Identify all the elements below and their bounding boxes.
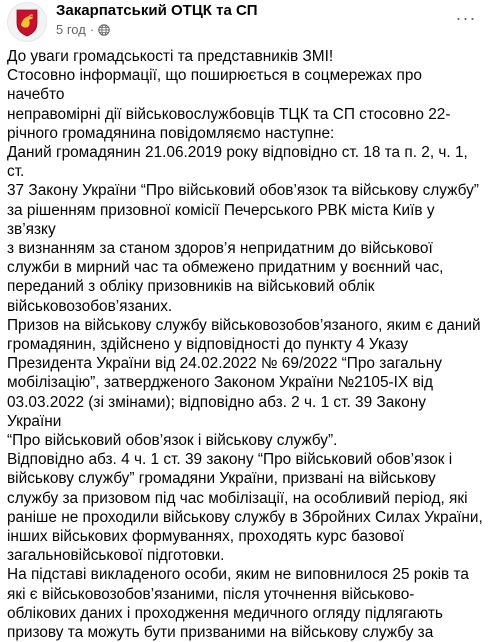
post-meta [56, 22, 110, 37]
post-paragraph: Призов на військову службу військовозобов’язаного, яким є даний громадянин, здійснено у відповідності до пункту 4 Указу Президента України від 24.02.2022 № 69/2022 “Про загальну мобілізацію”, затвердженого Законом України №2105-IX від 03.03.2022 (зі змінами); відповідно абз. 2 ч. 1 ст. 39 Закону України “Про військовий обов’язок і військову службу”. [7, 316, 481, 450]
post-paragraph: Даний громадянин 21.06.2019 року відповідно ст. 18 та п. 2, ч. 1, ст. 37 Закону України “Про військовий обов’язок та військову службу” за рішенням призовної комісії Печерського РВК міста Київ у зв’язку з визнанням за станом здоров’я непридатним до військової служби в мирний час та обмежено придатним у воєнний час, переданий з обліку призовників на військовий облік військовозобов’язаних. [7, 144, 479, 315]
more-options-icon: ··· [455, 7, 477, 28]
post-text [7, 47, 483, 642]
page-avatar[interactable] [7, 2, 47, 42]
more-options-button[interactable] [450, 4, 482, 32]
globe-icon[interactable] [98, 24, 110, 36]
post-timestamp[interactable]: 5 год [56, 22, 86, 37]
post-paragraph: До уваги громадськості та представників ЗМІ! Стосовно інформації, що поширюється в соцмережах про начебто неправомірні дії військовослужбовців ТЦК та СП стосовно 22- річного громадянина повідомляємо наступне: [7, 48, 451, 142]
post-paragraph: На підставі викладеного особи, яким не виповнилося 25 років та які є військовозобов’язаними, після уточнення військово- облікових даних і проходження медичного огляду підлягають призову та можуть бути призваними на військову службу за [7, 566, 469, 642]
post-paragraph: Відповідно абз. 4 ч. 1 ст. 39 закону “Про військовий обов’язок і військову службу” громадяни України, призвані на військову службу за призовом під час мобілізації, на особливий період, які раніше не проходили військову службу в Збройних Силах України, інших військових формуваннях, проходять курс базової загальновійськової підготовки. [7, 451, 483, 565]
page-name-link[interactable]: Закарпатський ОТЦК та СП [56, 2, 258, 19]
meta-separator: · [89, 22, 95, 37]
post-header [0, 0, 490, 44]
emblem-icon [8, 3, 46, 41]
